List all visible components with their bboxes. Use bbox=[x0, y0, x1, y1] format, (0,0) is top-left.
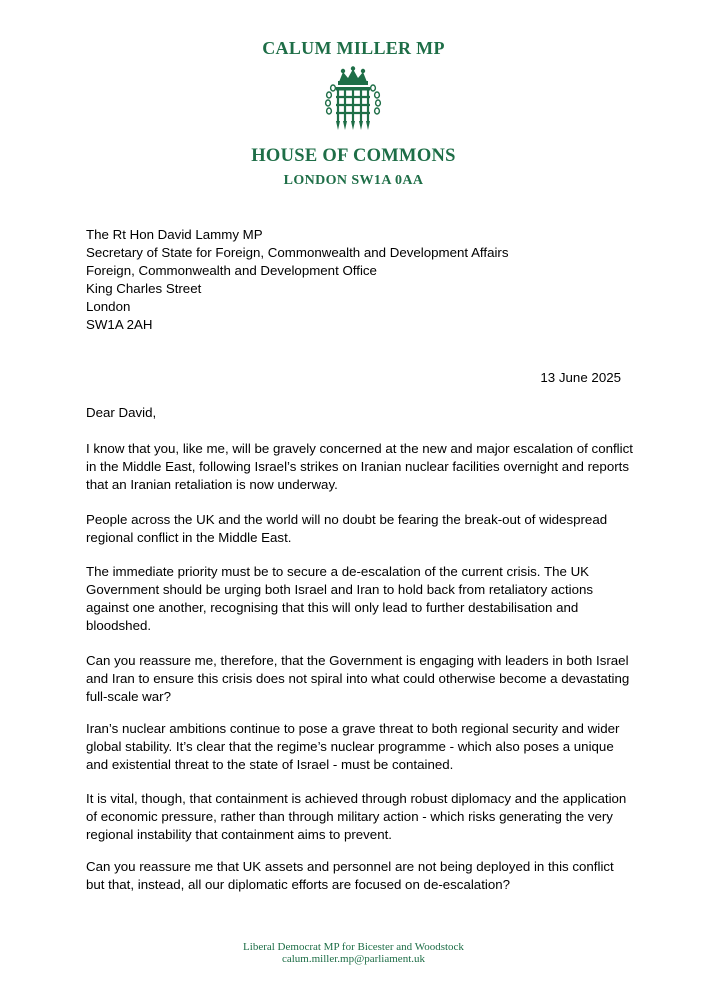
paragraph: It is vital, though, that containment is achieved through robust diplomacy and the application of economic pressure, rather than through military action - which risks generating the very regional instability that containment aims to prevent. bbox=[86, 791, 627, 842]
footer-email: calum.miller.mp@parliament.uk bbox=[281, 953, 425, 965]
paragraph: Can you reassure me, therefore, that the Government is engaging with leaders in both Israel and Iran to ensure this crisis does not spiral into what could otherwise become a devastating full-scale war? bbox=[86, 653, 630, 704]
house-address: LONDON SW1A 0AA bbox=[283, 173, 424, 188]
recipient-city: London bbox=[86, 299, 131, 314]
recipient-street: King Charles Street bbox=[86, 281, 202, 296]
recipient-address bbox=[86, 226, 646, 334]
paragraph: People across the UK and the world will no doubt be fearing the break-out of widespread regional conflict in the Middle East. bbox=[86, 512, 608, 545]
recipient-postcode: SW1A 2AH bbox=[86, 317, 153, 332]
letter-footer bbox=[0, 941, 707, 965]
letter-date: 13 June 2025 bbox=[540, 370, 621, 385]
house-name: HOUSE OF COMMONS bbox=[251, 146, 456, 166]
footer-role: Liberal Democrat MP for Bicester and Woodstock bbox=[243, 941, 464, 953]
salutation: Dear David, bbox=[86, 405, 157, 420]
paragraph: Can you reassure me that UK assets and personnel are not being deployed in this conflict but that, instead, all our diplomatic efforts are focused on de-escalation? bbox=[86, 859, 614, 892]
recipient-office: Foreign, Commonwealth and Development Office bbox=[86, 263, 377, 278]
paragraph: Iran’s nuclear ambitions continue to pose a grave threat to both regional security and wider global stability. It’s clear that the regime’s nuclear programme - which also poses a unique and existential threat to the state of Israel - must be contained. bbox=[86, 721, 620, 772]
mp-name: CALUM MILLER MP bbox=[262, 38, 445, 58]
portcullis-icon bbox=[323, 66, 383, 138]
paragraph: The immediate priority must be to secure a de-escalation of the current crisis. The UK Government should be urging both Israel and Iran to hold back from retaliatory actions against one another, recognising that this will only lead to further destabilisation and bloodshed. bbox=[86, 564, 594, 633]
recipient-name: The Rt Hon David Lammy MP bbox=[86, 227, 263, 242]
paragraph: I know that you, like me, will be gravely concerned at the new and major escalation of conflict in the Middle East, following Israel’s strikes on Iranian nuclear facilities overnight and reports that an Iranian retaliation is now underway. bbox=[86, 441, 633, 492]
recipient-title: Secretary of State for Foreign, Commonwealth and Development Affairs bbox=[86, 245, 509, 260]
